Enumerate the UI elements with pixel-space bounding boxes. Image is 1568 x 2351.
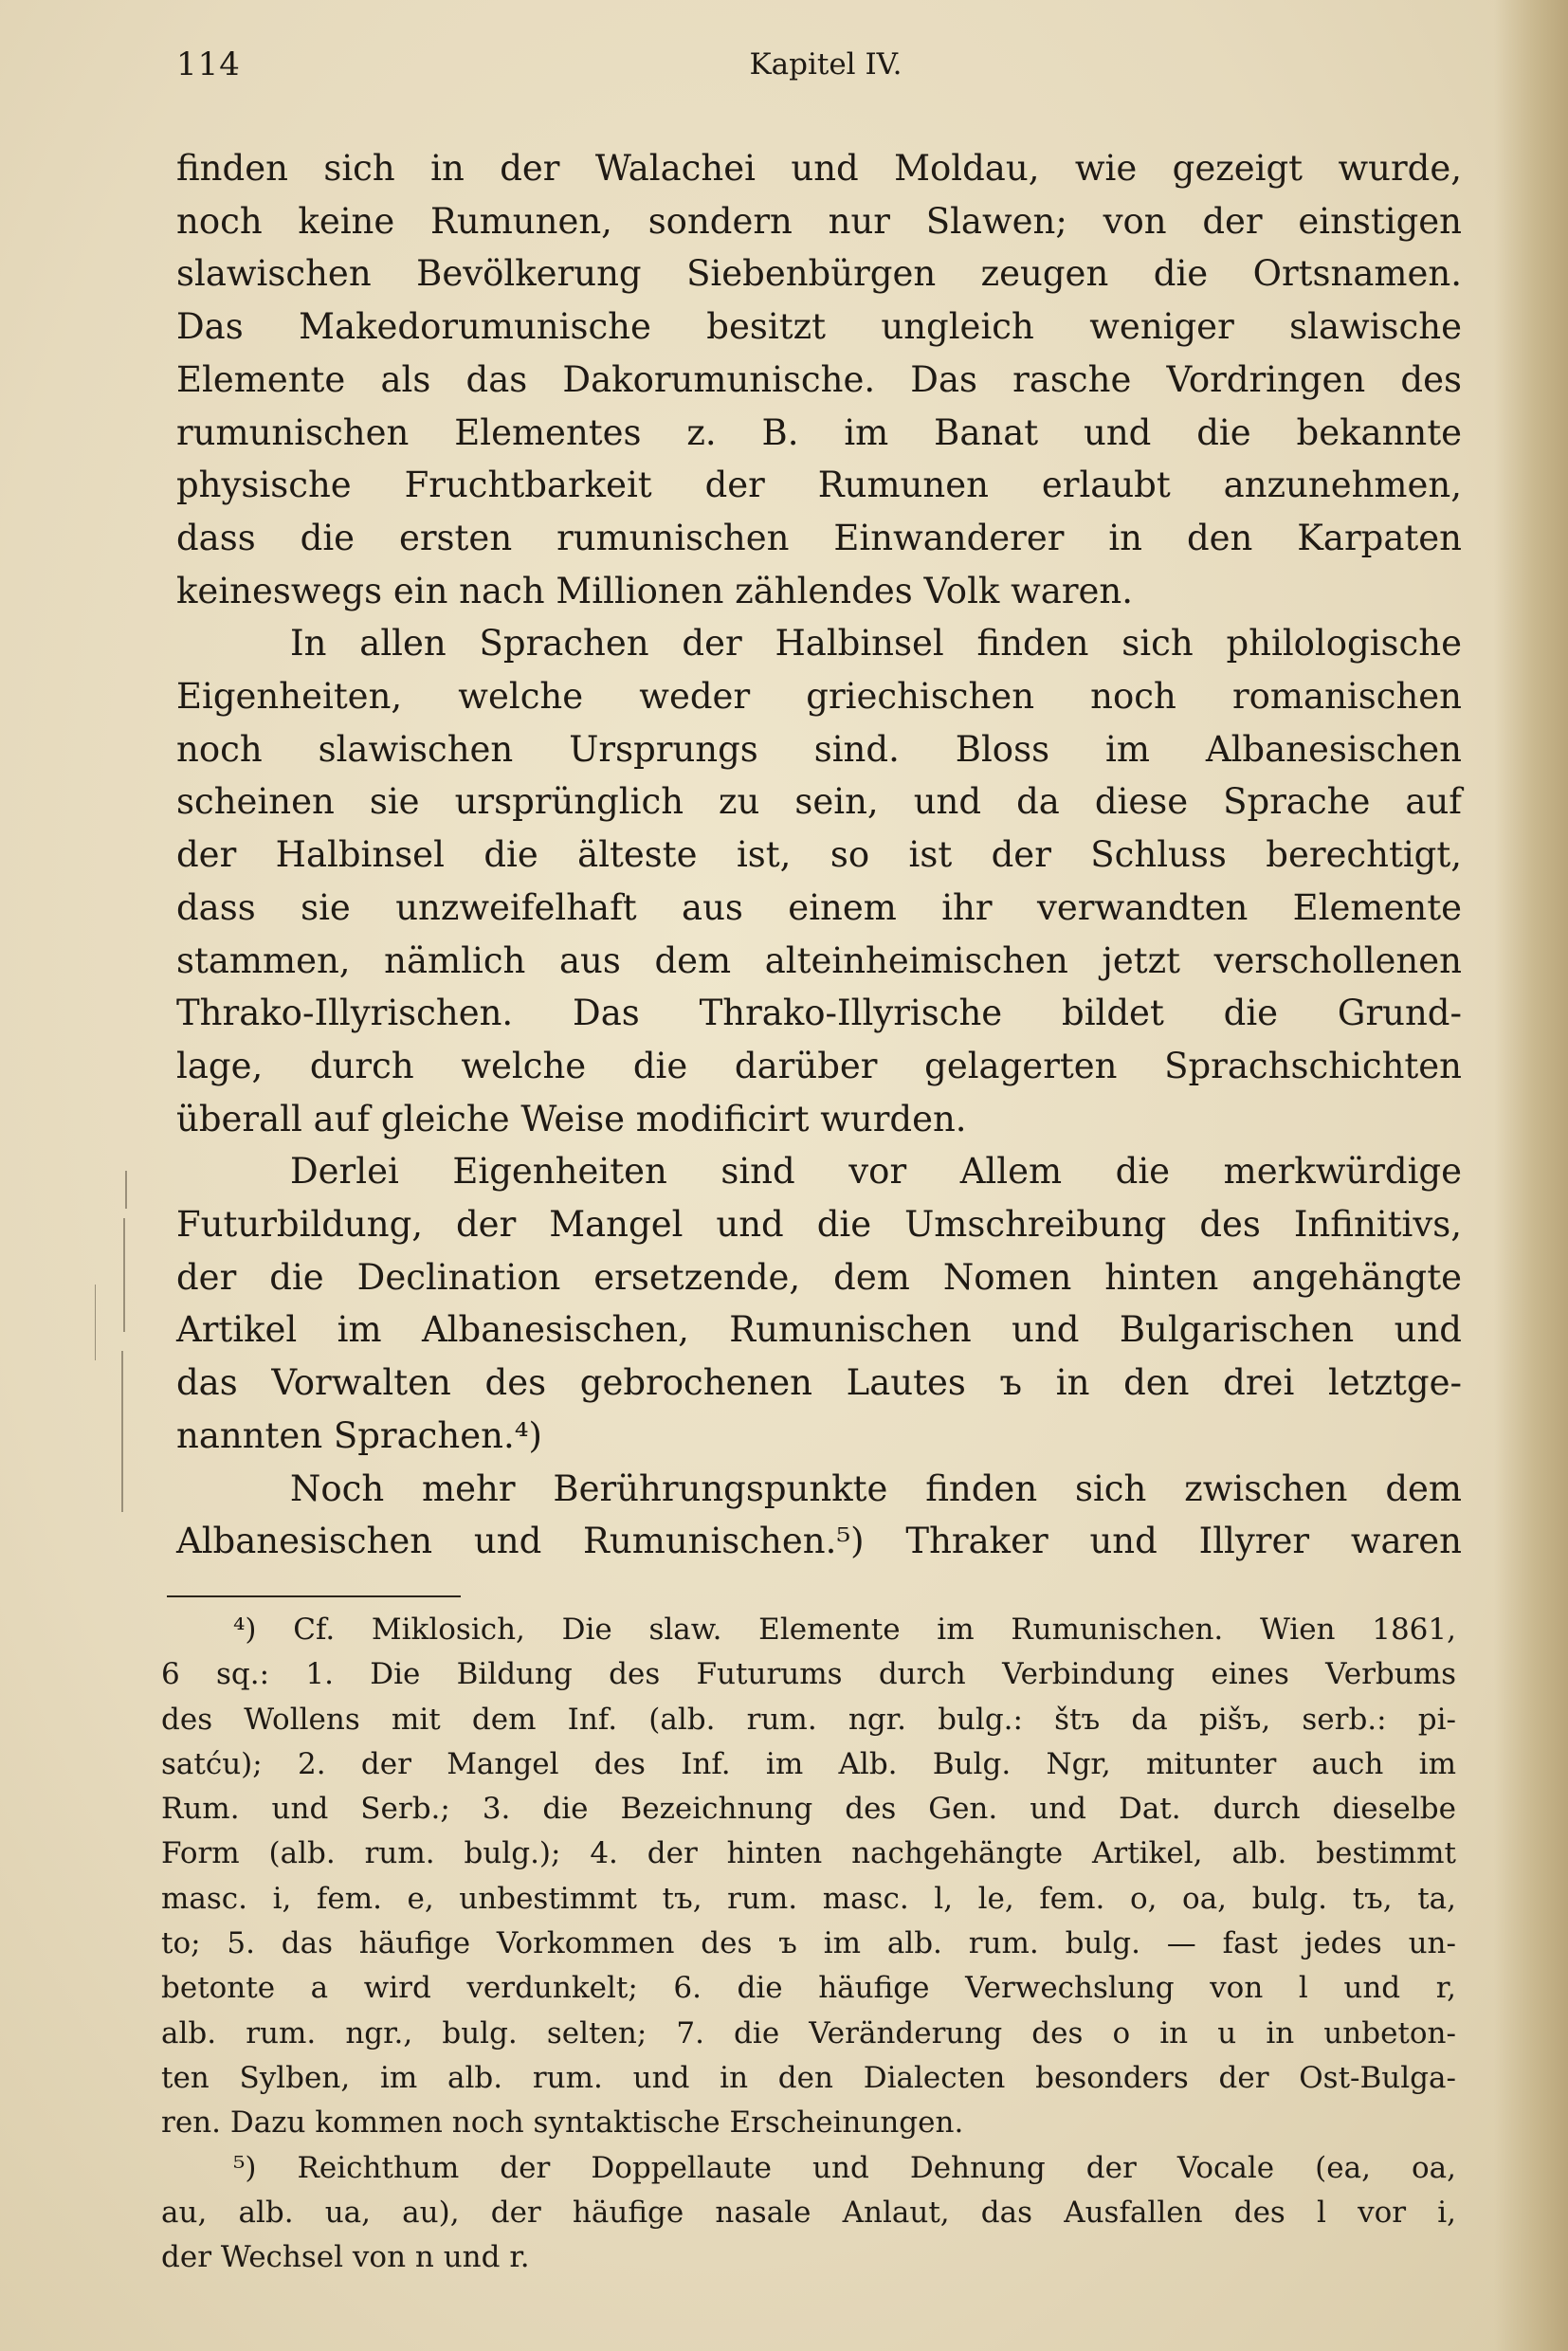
text-line: physische Fruchtbarkeit der Rumunen erlaubt anzunehmen,	[176, 465, 1462, 506]
text-line: dass sie unzweifelhaft aus einem ihr verwandten Elemente	[176, 886, 1462, 928]
footnote-line: betonte a wird verdunkelt; 6. die häufige Verwechslung von l und r,	[161, 1971, 1456, 2006]
text-line: lage, durch welche die darüber gelagerten Sprachschichten	[176, 1045, 1462, 1086]
text-line: überall auf gleiche Weise modificirt wurden.	[176, 1098, 967, 1139]
footnote-line: Rum. und Serb.; 3. die Bezeichnung des Gen. und Dat. durch dieselbe	[161, 1792, 1456, 1827]
paragraph-start-line: In allen Sprachen der Halbinsel finden sich philologische	[290, 623, 1462, 665]
text-line: scheinen sie ursprünglich zu sein, und da diese Sprache auf	[176, 781, 1462, 823]
footnote-line: au, alb. ua, au), der häufige nasale Anlaut, das Ausfallen des l vor i,	[161, 2195, 1456, 2230]
footnote-line: ren. Dazu kommen noch syntaktische Erscheinungen.	[161, 2105, 964, 2141]
paragraph-start-line: Noch mehr Berührungspunkte finden sich zwischen dem	[290, 1467, 1462, 1509]
footnote-separator	[167, 1595, 461, 1597]
footnote-4-start: ⁴) Cf. Miklosich, Die slaw. Elemente im Rumunischen. Wien 1861,	[233, 1613, 1456, 1647]
footnote-line: der Wechsel von n und r.	[161, 2240, 530, 2275]
margin-pencil-marks	[82, 1171, 138, 1512]
text-line: Das Makedorumunische besitzt ungleich weniger slawische	[176, 306, 1462, 348]
text-line: nannten Sprachen.⁴)	[176, 1414, 542, 1456]
footnote-line: 6 sq.: 1. Die Bildung des Futurums durch Verbindung eines Verbums	[161, 1657, 1456, 1692]
text-line: finden sich in der Walachei und Moldau, wie gezeigt wurde,	[176, 148, 1462, 189]
text-line: Futurbildung, der Mangel und die Umschreibung des Infinitivs,	[176, 1204, 1462, 1246]
page-edge-shadow	[1494, 0, 1568, 2351]
footnote-line: alb. rum. ngr., bulg. selten; 7. die Veränderung des o in u in unbeton-	[161, 2015, 1456, 2050]
text-line: Eigenheiten, welche weder griechischen noch romanischen	[176, 676, 1462, 718]
text-line: noch keine Rumunen, sondern nur Slawen; von der einstigen	[176, 200, 1462, 242]
footnote-line: Form (alb. rum. bulg.); 4. der hinten nachgehängte Artikel, alb. bestimmt	[161, 1836, 1456, 1871]
page-number: 114	[176, 46, 241, 83]
text-line: Thrako-Illyrischen. Das Thrako-Illyrische bildet die Grund-	[176, 993, 1462, 1034]
text-line: das Vorwalten des gebrochenen Lautes ъ in den drei letztge-	[176, 1362, 1462, 1404]
text-line: keineswegs ein nach Millionen zählendes Volk waren.	[176, 570, 1133, 611]
main-text	[176, 142, 1462, 1568]
page-header	[176, 46, 1475, 93]
text-line: der die Declination ersetzende, dem Nomen hinten angehängte	[176, 1256, 1462, 1298]
footnote-line: masc. i, fem. e, unbestimmt tъ, rum. masc. l, le, fem. o, oa, bulg. tъ, ta,	[161, 1881, 1456, 1916]
text-line: dass die ersten rumunischen Einwanderer in den Karpaten	[176, 517, 1462, 558]
footnote-5-start: ⁵) Reichthum der Doppellaute und Dehnung der Vocale (ea, oa,	[233, 2150, 1456, 2185]
footnote-line: des Wollens mit dem Inf. (alb. rum. ngr. bulg.: štъ da pišъ, serb.: pi-	[161, 1702, 1456, 1737]
footnote-line: to; 5. das häufige Vorkommen des ъ im alb. rum. bulg. — fast jedes un-	[161, 1926, 1456, 1961]
text-line: der Halbinsel die älteste ist, so ist der Schluss berechtigt,	[176, 834, 1462, 876]
text-line: Artikel im Albanesischen, Rumunischen und Bulgarischen und	[176, 1309, 1462, 1351]
text-line: stammen, nämlich aus dem alteinheimischen jetzt verschollenen	[176, 939, 1462, 981]
footnotes	[161, 1608, 1456, 2280]
text-line: slawischen Bevölkerung Siebenbürgen zeugen die Ortsnamen.	[176, 253, 1462, 295]
text-line: Elemente als das Dakorumunische. Das rasche Vordringen des	[176, 358, 1462, 400]
footnote-line: satću); 2. der Mangel des Inf. im Alb. Bulg. Ngr, mitunter auch im	[161, 1746, 1456, 1781]
running-head: Kapitel IV.	[749, 47, 903, 82]
text-line: Albanesischen und Rumunischen.⁵) Thraker und Illyrer waren	[176, 1521, 1462, 1562]
paragraph-start-line: Derlei Eigenheiten sind vor Allem die merkwürdige	[290, 1151, 1462, 1193]
text-line: rumunischen Elementes z. B. im Banat und die bekannte	[176, 411, 1462, 453]
text-line: noch slawischen Ursprungs sind. Bloss im Albanesischen	[176, 728, 1462, 770]
footnote-line: ten Sylben, im alb. rum. und in den Dialecten besonders der Ost-Bulga-	[161, 2060, 1456, 2095]
